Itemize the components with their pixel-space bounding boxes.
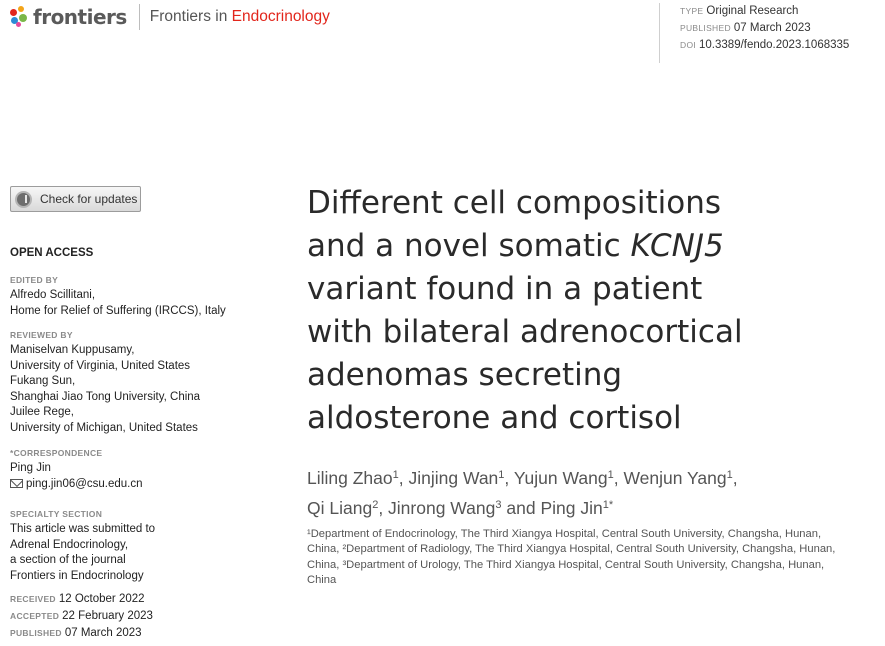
journal-name: Frontiers in Endocrinology bbox=[149, 8, 330, 25]
author[interactable]: Liling Zhao$^1$ bbox=[307, 468, 399, 488]
article-meta bbox=[659, 3, 849, 63]
author-list: Liling Zhao$^1$, Jinjing Wan$^1$, Yujun Wang$^1$, Wenjun Yang$^1$, Qi Liang$^2$, Jinrong Wang$^3$ and Ping Jin$^{1*}$ bbox=[307, 468, 738, 518]
author[interactable]: Ping Jin$^{1*}$ bbox=[540, 498, 614, 518]
author[interactable]: Yujun Wang$^1$ bbox=[513, 468, 614, 488]
correspondence-email[interactable]: ping.jin06@csu.edu.cn bbox=[10, 477, 270, 493]
reviewed-by-section: REVIEWED BY Maniselvan Kuppusamy, University of Virginia, United States Fukang Sun, Shanghai Jiao Tong University, China Juilee Rege, University of Michigan, United States bbox=[10, 330, 201, 434]
author[interactable]: Jinrong Wang$^3$ bbox=[388, 498, 502, 518]
accepted-date: ACCEPTED 22 February 2023 bbox=[10, 610, 153, 622]
author[interactable]: Jinjing Wan$^1$ bbox=[408, 468, 505, 488]
article-type: TYPE Original Research bbox=[680, 5, 799, 17]
correspondence-section: *CORRESPONDENCE Ping Jin ping.jin06@csu.edu.cn bbox=[10, 447, 270, 492]
open-access-label: OPEN ACCESS bbox=[10, 247, 94, 259]
author[interactable]: Qi Liang$^2$ bbox=[307, 498, 379, 518]
published-date-sidebar: PUBLISHED 07 March 2023 bbox=[10, 627, 142, 639]
frontiers-logo[interactable] bbox=[10, 4, 330, 30]
author[interactable]: Wenjun Yang$^1$ bbox=[623, 468, 733, 488]
received-date: RECEIVED 12 October 2022 bbox=[10, 593, 145, 605]
doi[interactable]: DOI 10.3389/fendo.2023.1068335 bbox=[680, 39, 850, 51]
published-date: PUBLISHED 07 March 2023 bbox=[680, 22, 811, 34]
check-updates-icon bbox=[15, 191, 32, 208]
affiliations: ¹Department of Endocrinology, The Third Xiangya Hospital, Central South University, Changsha, Hunan, China, ²Department of Radiology, The Third Xiangya Hospital, Central South University, Changsha, Hunan, China, ³Department of Urology, The Third Xiangya Hospital, Central South University, Changsha, Hunan, China bbox=[307, 528, 836, 587]
check-for-updates-button[interactable]: Check for updates bbox=[10, 186, 141, 212]
specialty-section: SPECIALTY SECTION This article was submitted to Adrenal Endocrinology, a section of the journal Frontiers in Endocrinology bbox=[10, 509, 156, 582]
article-dates bbox=[10, 591, 153, 642]
article-title: Different cell compositions and a novel somatic KCNJ5 variant found in a patient with bilateral adrenocortical adenomas secreting aldosterone and cortisol bbox=[307, 185, 743, 436]
mail-icon bbox=[10, 479, 23, 488]
frontiers-logo-icon bbox=[10, 6, 28, 28]
brand-name: frontiers bbox=[33, 5, 127, 29]
edited-by-section: EDITED BY Alfredo Scillitani, Home for Relief of Suffering (IRCCS), Italy bbox=[10, 275, 226, 317]
divider bbox=[139, 4, 140, 30]
gene-name: KCNJ5 bbox=[630, 228, 724, 264]
